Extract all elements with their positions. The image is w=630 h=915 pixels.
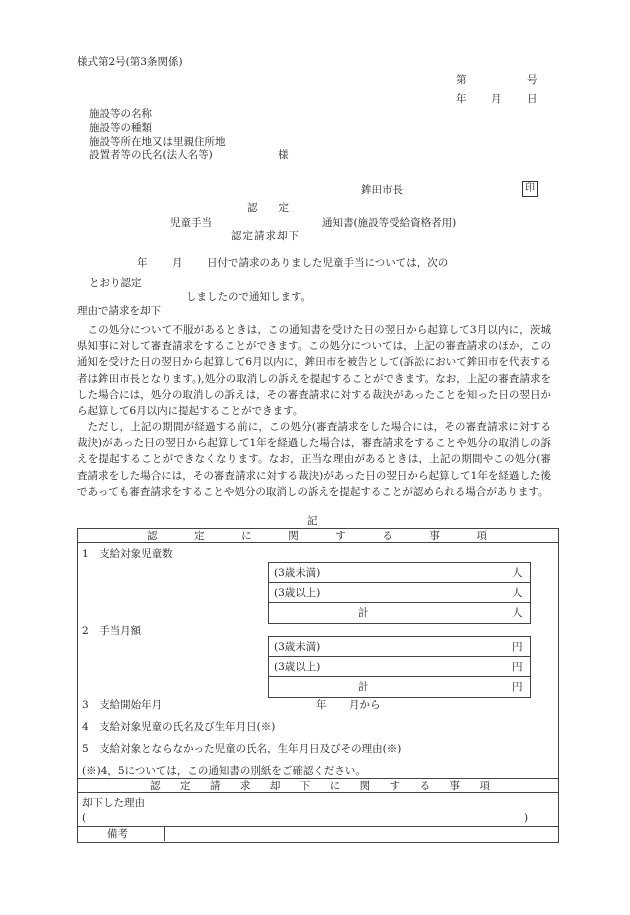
intro-line2: しましたので通知します。 [186, 291, 312, 303]
heading-prefix: 児童手当 [170, 217, 212, 229]
heading-kyakka: 認定請求却下 [231, 230, 300, 242]
founder-name-label: 設置者等の氏名(法人名等) [89, 149, 213, 161]
item-1-label: 1 支給対象児童数 [82, 548, 173, 560]
item-3-month: 月から [349, 699, 381, 711]
facility-address-label: 施設等所在地又は里親住所地 [89, 136, 226, 148]
item-2-label: 2 手当月額 [82, 625, 142, 637]
reason-paren-open: ( [82, 812, 87, 824]
item-5-label: 5 支給対象とならなかった児童の氏名，生年月日及びその理由(※) [82, 743, 402, 755]
ki-label: 記 [307, 515, 318, 527]
date-month: 月 [491, 93, 502, 105]
facility-type-label: 施設等の種類 [89, 122, 152, 134]
amount-row-over3-unit: 円 [512, 661, 523, 673]
intro-option-ninte: とおり認定 [89, 277, 142, 289]
appeal-paragraph-1: この処分について不服があるときは，この通知書を受けた日の翌日から起算して3月以内に，茨城県知事に対して審査請求をすることができます。この処分については，上記の審査請求のほか，この通知を受けた日の翌日から起算して6月以内に，鉾田市を被告として(訴訟において鉾田市を代表する者は鉾田市長となります。),処分の取消しの訴えを提起することができます。なお，上記の審査請求をした場合には，処分の取消しの訴えは，その審査請求に対する裁決があったことを知った日の翌日から起算して6月以内に提起することができます。 [77, 324, 551, 418]
appeal-paragraph-2: ただし，上記の期間が経過する前に，この処分(審査請求をした場合には，その審査請求に対する裁決)があった日の翌日から起算して1年を経過した場合は，審査請求をすることや処分の取消しの訴えを提起することができなくなります。なお，正当な理由があるときは，上記の期間やこの処分(審査請求をした場合には，その審査請求に対する裁決)があった日の翌日から起算して1年を経過した後であっても審査請求をすることや処分の取消しの訴えを提起することが認められる場合があります。 [77, 421, 551, 498]
intro-option-kyakka: 理由で請求を却下 [77, 305, 161, 317]
item-4-label: 4 支給対象児童の氏名及び生年月日(※) [82, 721, 276, 733]
intro-month: 月 [172, 257, 183, 269]
amount-row-total-unit: 円 [512, 681, 523, 693]
note-text: (※)4，5については，この通知書の別紙をご確認ください。 [82, 765, 366, 777]
amount-row-under3-unit: 円 [512, 641, 523, 653]
item-3-year: 年 [316, 699, 327, 711]
reason-paren-close: ) [524, 812, 529, 824]
seal-mark: 印 [522, 181, 538, 197]
child-row-total-label: 計 [358, 607, 369, 619]
item-3-label: 3 支給開始年月 [82, 699, 163, 711]
kyakka-reason-label: 却下した理由 [82, 797, 145, 809]
amount-row-total-label: 計 [358, 681, 369, 693]
amount-row-over3-label: (3歳以上) [274, 661, 321, 673]
heading-ninte: 認 定 [247, 202, 289, 214]
date-day: 日 [527, 93, 538, 105]
child-row-over3-unit: 人 [512, 587, 523, 599]
number-label: 第 [456, 74, 467, 86]
number-suffix: 号 [527, 74, 538, 86]
amount-row-under3-label: (3歳未満) [274, 641, 321, 653]
section-kyakka-header: 認 定 請 求 却 下 に 関 す る 事 項 [150, 780, 490, 792]
child-row-under3-label: (3歳未満) [274, 567, 321, 579]
heading-suffix: 通知書(施設等受給資格者用) [322, 217, 457, 229]
child-row-under3-unit: 人 [512, 567, 523, 579]
intro-text: 日付で請求のありました児童手当については，次の [207, 257, 449, 269]
issuer-title: 鉾田市長 [361, 184, 403, 196]
facility-name-label: 施設等の名称 [89, 108, 152, 120]
child-row-over3-label: (3歳以上) [274, 587, 321, 599]
intro-year: 年 [137, 257, 148, 269]
child-row-total-unit: 人 [512, 607, 523, 619]
honorific: 様 [278, 149, 289, 161]
section-nintei-header: 認 定 に 関 す る 事 項 [147, 530, 487, 542]
form-id: 様式第2号(第3条関係) [77, 56, 183, 68]
remarks-label: 備考 [107, 828, 128, 840]
date-year: 年 [456, 93, 467, 105]
